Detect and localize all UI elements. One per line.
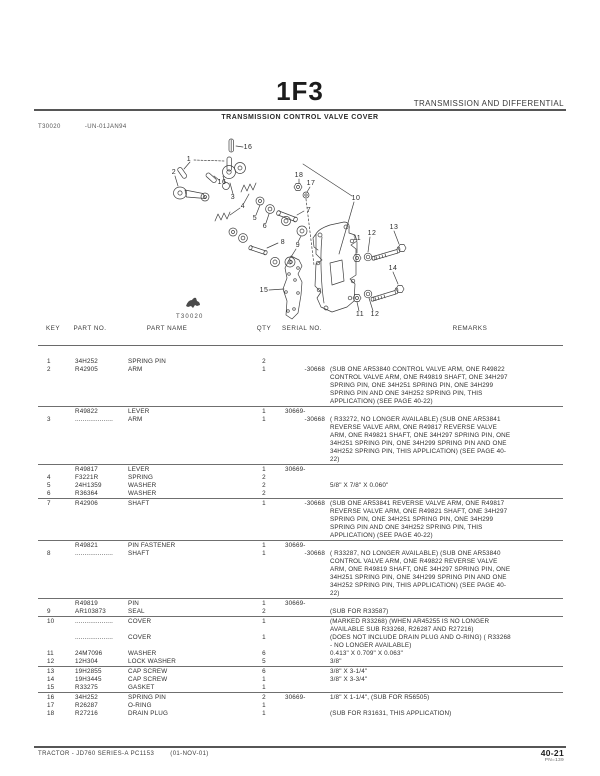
col-header-name: PART NAME: [146, 325, 188, 332]
footer-left: [38, 751, 209, 757]
cell-serial-no: -30668: [304, 366, 325, 373]
table-row: [38, 666, 563, 676]
col-header-key: KEY: [45, 325, 61, 332]
diagram-callout-1: 1: [186, 156, 192, 163]
cell-serial-no: 30669-: [285, 694, 306, 701]
table-row: [38, 598, 563, 608]
cell-part-no: F3221R: [75, 474, 99, 481]
col-header-part: PART NO.: [73, 325, 107, 332]
cell-part-no: 19H3445: [75, 676, 102, 683]
cell-remarks: 3/8" X 3-3/4": [330, 676, 368, 683]
cell-remarks: (SUB FOR R33587): [330, 608, 389, 615]
cell-qty: 2: [262, 474, 266, 481]
cell-qty: 6: [262, 668, 266, 675]
diagram-callout-7: 7: [306, 207, 312, 214]
cell-part-no: 19H2855: [75, 668, 102, 675]
header-rule: [34, 109, 566, 111]
table-row: [38, 474, 563, 482]
cell-key: 10: [47, 618, 55, 625]
table-row: [38, 464, 563, 474]
table-row: [38, 358, 563, 366]
cell-serial-no: 30669-: [285, 600, 306, 607]
col-header-remarks: REMARKS: [452, 325, 488, 332]
cell-qty: 2: [262, 482, 266, 489]
cell-part-no: R49819: [75, 600, 98, 607]
cell-serial-no: -30668: [304, 416, 325, 423]
cell-key: 17: [47, 702, 55, 709]
cell-part-name: SEAL: [128, 608, 145, 615]
diagram-callout-11: 11: [352, 235, 362, 242]
cell-key: 3: [47, 416, 51, 423]
cell-key: 15: [47, 684, 55, 691]
diagram-callout-15: 15: [259, 287, 269, 294]
cell-remarks: (SUB FOR R31631, THIS APPLICATION): [330, 710, 452, 717]
cell-qty: 1: [262, 500, 266, 507]
cell-remarks: 1/8" X 1-1/4", (SUB FOR R56505): [330, 694, 430, 701]
cell-qty: 6: [262, 650, 266, 657]
deere-logo-icon: [186, 298, 200, 308]
cell-part-name: SPRING PIN: [128, 358, 166, 365]
cell-part-no: R26287: [75, 702, 98, 709]
cell-qty: 1: [262, 542, 266, 549]
cell-part-name: WASHER: [128, 490, 157, 497]
figure-label: T30020: [176, 314, 204, 320]
cell-part-no: ....................: [75, 550, 113, 557]
cell-part-no: 24H1359: [75, 482, 102, 489]
cell-part-no: AR103873: [75, 608, 106, 615]
page-title: TRANSMISSION CONTROL VALVE COVER: [221, 114, 379, 121]
parts-table-rows: [38, 358, 563, 718]
diagram-callout-10: 10: [351, 195, 361, 202]
table-row: [38, 658, 563, 666]
diagram-callout-17: 17: [306, 180, 316, 187]
diagram-callout-12: 12: [370, 311, 380, 318]
diagram-callout-8: 8: [280, 239, 286, 246]
col-header-qty: QTY: [256, 325, 272, 332]
footer-rule: [34, 746, 566, 748]
header-underline: [38, 345, 563, 346]
cell-part-name: COVER: [128, 618, 152, 625]
table-row: [38, 616, 563, 634]
cell-serial-no: -30668: [304, 500, 325, 507]
cell-qty: 2: [262, 358, 266, 365]
cell-part-name: PIN: [128, 600, 139, 607]
footer-date: (01-NOV-01): [170, 751, 209, 757]
cell-part-name: COVER: [128, 634, 152, 641]
cell-part-name: PIN FASTENER: [128, 542, 176, 549]
diagram-callout-5: 5: [252, 215, 258, 222]
part-gasket-15: [283, 256, 302, 319]
table-row: [38, 692, 563, 702]
cell-part-name: DRAIN PLUG: [128, 710, 168, 717]
table-row: [38, 634, 563, 650]
cell-key: 7: [47, 500, 51, 507]
cell-part-no: R42906: [75, 500, 98, 507]
cell-part-no: R49822: [75, 408, 98, 415]
exploded-parts-diagram: [110, 135, 475, 327]
diagram-callout-4: 4: [240, 203, 246, 210]
cell-part-no: R42905: [75, 366, 98, 373]
cell-serial-no: -30668: [304, 550, 325, 557]
page-section-code: 1F3: [276, 76, 324, 106]
table-row: [38, 540, 563, 550]
diagram-callout-3: 3: [230, 194, 236, 201]
cell-remarks: (SUB ONE AR53840 CONTROL VALVE ARM, ONE R49822 CONTROL VALVE ARM, ONE R49819 SHAFT, ONE 34H297 SPRING PIN, ONE 34H251 SPRING PIN, ONE 34H299 SPRING PIN AND ONE 34H252 SPRING PIN, THIS APPLICATION) (SEE PAGE 40-22): [330, 366, 508, 405]
diagram-callout-13: 13: [389, 224, 399, 231]
cell-qty: 1: [262, 416, 266, 423]
part-cap-screw-14: [371, 286, 404, 302]
table-row: [38, 650, 563, 658]
table-row: [38, 366, 563, 406]
cell-key: 9: [47, 608, 51, 615]
cell-key: 11: [47, 650, 54, 657]
cell-part-name: WASHER: [128, 482, 157, 489]
table-row: [38, 684, 563, 692]
cell-remarks: (MARKED R33268) (WHEN AR45255 IS NO LONGER AVAILABLE SUB R33268, R26287 AND R27216): [330, 618, 490, 633]
table-row: [38, 406, 563, 416]
cell-qty: 1: [262, 676, 266, 683]
cell-remarks: ( R33272, NO LONGER AVAILABLE) (SUB ONE AR53841 REVERSE VALVE ARM, ONE R49817 REVERSE VALVE ARM, ONE R49821 SHAFT, ONE 34H297 SPRING PIN, ONE 34H251 SPRING PIN, ONE 34H299 SPRING PIN AND ONE 34H252 SPRING PIN, THIS APPLICATION) (SEE PAGE 40-22): [330, 416, 511, 463]
cell-remarks: 5/8" X 7/8" X 0.060": [330, 482, 389, 489]
table-row: [38, 490, 563, 498]
diagram-callout-9: 9: [295, 242, 301, 249]
cell-serial-no: 30669-: [285, 408, 306, 415]
cell-qty: 2: [262, 608, 266, 615]
cell-key: 5: [47, 482, 51, 489]
cell-part-name: O-RING: [128, 702, 152, 709]
callout-layer: [172, 144, 399, 318]
part-spring-4: [215, 183, 256, 221]
part-arm-2: [174, 187, 210, 201]
cell-remarks: 3/8": [330, 658, 342, 665]
cell-remarks: (DOES NOT INCLUDE DRAIN PLUG AND O-RING) ( R33268 - NO LONGER AVAILABLE): [330, 634, 511, 649]
cell-key: 6: [47, 490, 51, 497]
cell-remarks: 0.413" X 0.709" X 0.063": [330, 650, 403, 657]
figure-meta: [38, 124, 127, 130]
diagram-callout-16: 16: [217, 179, 227, 186]
page-number: 40-21: [540, 748, 564, 758]
diagram-callout-2: 2: [171, 169, 177, 176]
table-row: [38, 416, 563, 464]
cell-qty: 2: [262, 694, 266, 701]
cell-key: 12: [47, 658, 55, 665]
cell-key: 8: [47, 550, 51, 557]
cell-qty: 2: [262, 490, 266, 497]
cell-qty: 1: [262, 702, 266, 709]
cell-part-name: LOCK WASHER: [128, 658, 176, 665]
cell-part-name: SPRING PIN: [128, 694, 166, 701]
cell-key: 2: [47, 366, 51, 373]
cell-part-no: 24M7096: [75, 650, 103, 657]
diagram-callout-12: 12: [367, 230, 377, 237]
diagram-callout-6: 6: [262, 223, 268, 230]
table-row: [38, 498, 563, 540]
cell-qty: 1: [262, 366, 266, 373]
footer-pn: PN=139: [544, 758, 564, 763]
diagram-callout-16: 16: [243, 144, 253, 151]
table-row: [38, 710, 563, 718]
cell-serial-no: 30669-: [285, 466, 306, 473]
leader-lines: [175, 146, 399, 311]
cell-key: 16: [47, 694, 55, 701]
cell-key: 18: [47, 710, 55, 717]
diagram-callout-14: 14: [388, 265, 398, 272]
cell-qty: 1: [262, 408, 266, 415]
cell-part-no: R49821: [75, 542, 98, 549]
cell-qty: 1: [262, 710, 266, 717]
cell-part-no: 34H252: [75, 694, 98, 701]
cell-key: 14: [47, 676, 55, 683]
table-row: [38, 608, 563, 616]
part-cover-10: [313, 222, 357, 312]
table-row: [38, 482, 563, 490]
diagram-callout-11: 11: [355, 311, 365, 318]
cell-part-no: ....................: [75, 618, 113, 625]
cell-key: 1: [47, 358, 51, 365]
chapter-title: TRANSMISSION AND DIFFERENTIAL: [413, 99, 564, 108]
cell-part-name: WASHER: [128, 650, 157, 657]
cell-part-name: LEVER: [128, 408, 150, 415]
cell-part-name: SHAFT: [128, 550, 150, 557]
cell-qty: 5: [262, 658, 266, 665]
cell-part-name: GASKET: [128, 684, 155, 691]
cell-part-no: ....................: [75, 634, 113, 641]
cell-part-name: CAP SCREW: [128, 668, 168, 675]
cell-part-name: ARM: [128, 416, 143, 423]
part-pin-8: [248, 245, 267, 255]
cell-part-name: CAP SCREW: [128, 676, 168, 683]
figure-id: T30020: [38, 124, 61, 130]
cell-part-no: R27216: [75, 710, 98, 717]
cell-part-no: ....................: [75, 416, 113, 423]
diagram-callout-18: 18: [294, 172, 304, 179]
cell-remarks: 3/8" X 3-1/4": [330, 668, 368, 675]
cell-part-no: R33275: [75, 684, 98, 691]
cell-remarks: ( R33287, NO LONGER AVAILABLE) (SUB ONE AR53840 CONTROL VALVE ARM, ONE R49822 REVERSE VALVE ARM, ONE R49819 SHAFT, ONE 34H297 SPRING PIN, ONE 34H251 SPRING PIN, ONE 34H299 SPRING PIN AND ONE 34H252 SPRING PIN, THIS APPLICATION) (SEE PAGE 40-22): [330, 550, 511, 597]
cell-qty: 1: [262, 684, 266, 691]
cell-qty: 1: [262, 466, 266, 473]
cell-part-no: R36364: [75, 490, 98, 497]
cell-part-no: R49817: [75, 466, 98, 473]
footer-catalog-id: TRACTOR - JD760 SERIES-A PC1153: [38, 751, 155, 757]
table-row: [38, 550, 563, 598]
cell-part-no: 12H304: [75, 658, 98, 665]
figure-date-code: -UN-01JAN94: [84, 124, 127, 130]
cell-key: 4: [47, 474, 51, 481]
table-row: [38, 676, 563, 684]
cell-qty: 1: [262, 550, 266, 557]
cell-part-name: SPRING: [128, 474, 154, 481]
part-cap-screw-13: [372, 245, 406, 261]
cell-part-name: ARM: [128, 366, 143, 373]
cell-qty: 1: [262, 634, 266, 641]
table-row: [38, 702, 563, 710]
cell-qty: 1: [262, 600, 266, 607]
cell-part-no: 34H252: [75, 358, 98, 365]
cell-part-name: LEVER: [128, 466, 150, 473]
col-header-serial: SERIAL NO.: [281, 325, 323, 332]
cell-remarks: (SUB ONE AR53841 REVERSE VALVE ARM, ONE R49817 REVERSE VALVE ARM, ONE R49821 SHAFT, ONE 34H297 SPRING PIN, ONE 34H251 SPRING PIN, ONE 34H299 SPRING PIN AND ONE 34H252 SPRING PIN, THIS APPLICATION) (SEE PAGE 40-22): [330, 500, 508, 539]
parts-table-header: [38, 325, 563, 335]
cell-serial-no: 30669-: [285, 542, 306, 549]
cell-qty: 1: [262, 618, 266, 625]
part-washers: [229, 197, 291, 267]
cell-key: 13: [47, 668, 55, 675]
parts-table: [38, 325, 563, 718]
cell-part-name: SHAFT: [128, 500, 150, 507]
diagram-art: [171, 139, 407, 319]
